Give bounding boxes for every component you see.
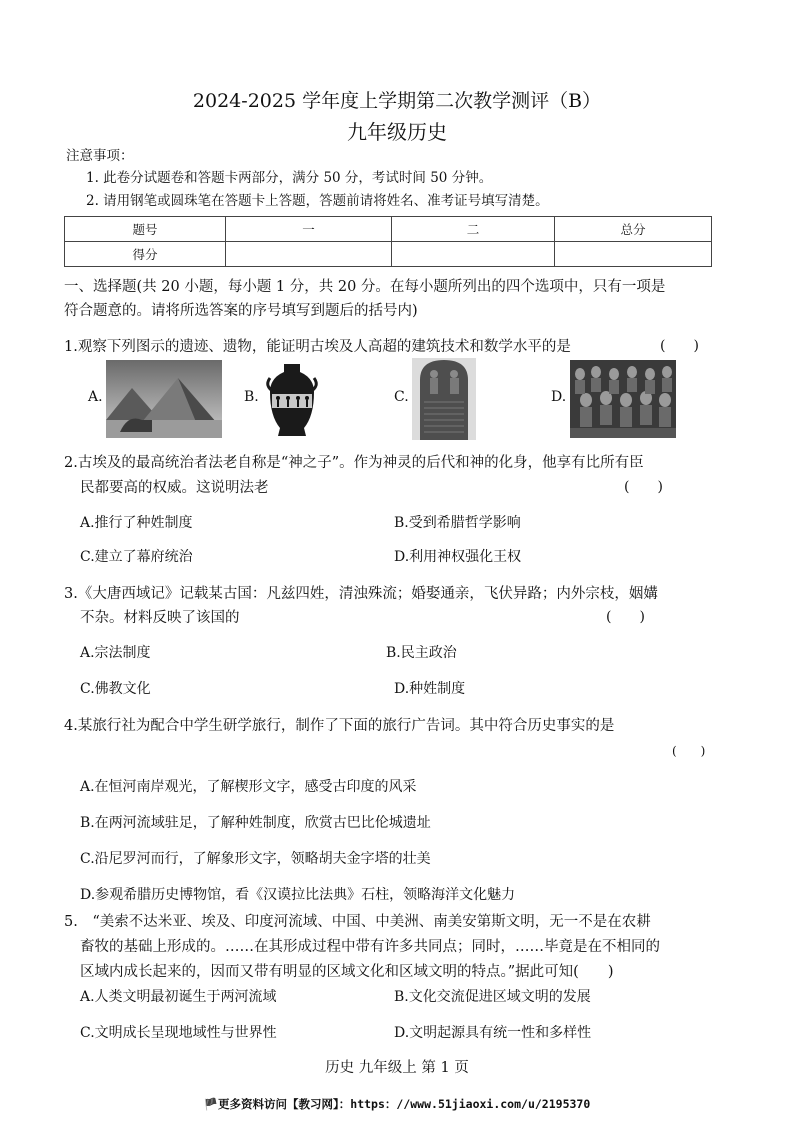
exam-title: 2024-2025 学年度上学期第二次教学测评（B） (192, 90, 602, 112)
page-footer: 历史 九年级上 第 1 页 (325, 1060, 469, 1076)
q3-option-b: B.民主政治 (386, 645, 457, 661)
score-cell (226, 242, 392, 267)
q4-option-c: C.沿尼罗河而行，了解象形文字，领略胡夫金字塔的壮美 (80, 851, 431, 867)
q5-option-c: C.文明成长呈现地域性与世界性 (80, 1025, 277, 1041)
q5-option-a: A.人类文明最初诞生于两河流域 (80, 989, 277, 1005)
q4-stem: 4.某旅行社为配合中学生研学旅行，制作了下面的旅行广告词。其中符合历史事实的是 (64, 718, 615, 734)
q1-option-a-label: A. (88, 389, 103, 405)
score-cell (555, 242, 712, 267)
q3-stem-line2: 不杂。材料反映了该国的 (80, 610, 240, 626)
terracotta-army-photo (570, 360, 676, 438)
q1-stem: 1.观察下列图示的遗迹、遗物，能证明古埃及人高超的建筑技术和数学水平的是 (64, 339, 571, 355)
score-table (64, 216, 712, 267)
resource-link[interactable]: 🏴更多资料访问【教习网】：https：//www.51jiaoxi.com/u/2195370 (203, 1097, 591, 1111)
q5-stem-line1: 5. “美索不达米亚、埃及、印度河流域、中国、中美洲、南美安第斯文明，无一不是在农耕 (64, 914, 651, 930)
score-cell (392, 242, 555, 267)
q4-option-a: A.在恒河南岸观光，了解楔形文字，感受古印度的风采 (80, 779, 417, 795)
notice-item-1: 1. 此卷分试题卷和答题卡两部分，满分 50 分，考试时间 50 分钟。 (86, 170, 493, 186)
q5-option-b: B.文化交流促进区域文明的发展 (394, 989, 591, 1005)
code-of-hammurabi-stele (412, 358, 476, 440)
q5-stem-line3: 区域内成长起来的，因而又带有明显的区域文化和区域文明的特点。”据此可知( ) (80, 964, 614, 980)
q2-answer-paren: ( ) (624, 479, 663, 495)
score-header-cell: 总分 (555, 217, 712, 242)
q1-option-b-label: B. (244, 389, 259, 405)
q3-option-d: D.种姓制度 (394, 681, 466, 697)
q2-option-a: A.推行了种姓制度 (80, 515, 193, 531)
score-table-row (65, 242, 712, 267)
q2-stem-line1: 2.古埃及的最高统治者法老自称是“神之子”。作为神灵的后代和神的化身，他享有比所有臣 (64, 455, 644, 471)
q5-stem-line2: 畜牧的基础上形成的。……在其形成过程中带有许多共同点；同时，……毕竟是在不相同的 (80, 939, 660, 955)
q1-answer-paren: ( ) (660, 338, 699, 354)
score-header-cell: 一 (226, 217, 392, 242)
q4-option-d: D.参观希腊历史博物馆，看《汉谟拉比法典》石柱，领略海洋文化魅力 (80, 887, 516, 903)
notice-heading: 注意事项： (66, 148, 134, 164)
exam-subtitle: 九年级历史 (347, 120, 447, 144)
q3-option-a: A.宗法制度 (80, 645, 151, 661)
section1-instruction-line1: 一、选择题(共 20 小题，每小题 1 分，共 20 分。在每小题所列出的四个选项中，只有一项是 (64, 279, 666, 295)
pyramids-photo (106, 360, 222, 438)
q1-option-c-label: C. (394, 389, 409, 405)
q3-answer-paren: ( ) (606, 609, 645, 625)
amphora-vase (262, 360, 322, 440)
q2-option-c: C.建立了幕府统治 (80, 549, 193, 565)
section1-instruction-line2: 符合题意的。请将所选答案的序号填写到题后的括号内) (64, 303, 418, 319)
q2-option-b: B.受到希腊哲学影响 (394, 515, 521, 531)
q5-option-d: D.文明起源具有统一性和多样性 (394, 1025, 592, 1041)
score-table-header-row (65, 217, 712, 242)
score-header-cell: 二 (392, 217, 555, 242)
q3-option-c: C.佛教文化 (80, 681, 151, 697)
score-cell: 得分 (65, 242, 226, 267)
q2-option-d: D.利用神权强化王权 (394, 549, 522, 565)
q1-option-d-label: D. (551, 389, 567, 405)
q3-stem-line1: 3.《大唐西域记》记载某古国：凡兹四姓，清浊殊流；婚娶通亲，飞伏异路；内外宗枝，姻媾 (64, 586, 658, 602)
q4-option-b: B.在两河流域驻足，了解种姓制度，欣赏古巴比伦城遗址 (80, 815, 431, 831)
q4-answer-paren: ( ) (672, 744, 706, 758)
notice-item-2: 2. 请用钢笔或圆珠笔在答题卡上答题，答题前请将姓名、准考证号填写清楚。 (86, 193, 549, 209)
q2-stem-line2: 民都要高的权威。这说明法老 (80, 480, 269, 496)
score-header-cell: 题号 (65, 217, 226, 242)
